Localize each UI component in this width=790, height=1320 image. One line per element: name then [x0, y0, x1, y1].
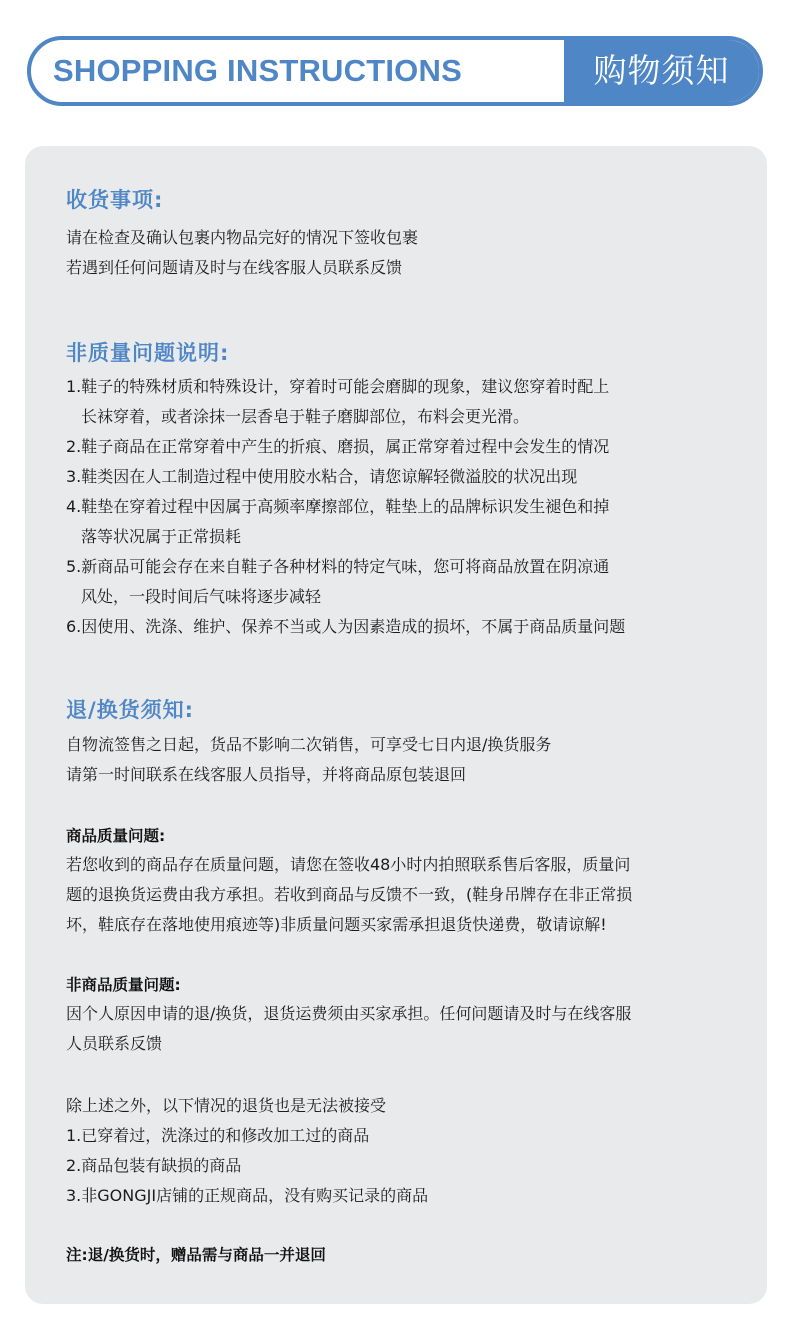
header-title-en: SHOPPING INSTRUCTIONS: [53, 53, 462, 88]
header-banner: [27, 36, 763, 106]
quality-issue-line: 若您收到的商品存在质量问题，请您在签收48小时内拍照联系售后客服，质量问: [66, 855, 631, 874]
non-quality-issue-line: 人员联系反馈: [66, 1034, 163, 1053]
exceptions-line: 3.非GONGJI店铺的正规商品，没有购买记录的商品: [66, 1186, 429, 1205]
non-quality-line: 长袜穿着，或者涂抹一层香皂于鞋子磨脚部位，布料会更光滑。: [81, 407, 530, 426]
quality-issue-heading: 商品质量问题:: [66, 827, 166, 845]
exceptions-line: 1.已穿着过，洗涤过的和修改加工过的商品: [66, 1126, 370, 1145]
returns-note: 注:退/换货时，赠品需与商品一并退回: [66, 1246, 326, 1264]
non-quality-line: 3.鞋类因在人工制造过程中使用胶水粘合，请您谅解轻微溢胶的状况出现: [66, 467, 578, 486]
returns-line: 自物流签售之日起，货品不影响二次销售，可享受七日内退/换货服务: [66, 735, 552, 754]
receiving-line: 请在检查及确认包裹内物品完好的情况下签收包裹: [66, 228, 419, 247]
non-quality-line: 6.因使用、洗涤、维护、保养不当或人为因素造成的损坏，不属于商品质量问题: [66, 617, 626, 636]
section-title-returns: 退/换货须知:: [66, 698, 195, 722]
non-quality-line: 4.鞋垫在穿着过程中因属于高频率摩擦部位，鞋垫上的品牌标识发生褪色和掉: [66, 497, 610, 516]
non-quality-line: 风处，一段时间后气味将逐步减轻: [81, 587, 322, 606]
non-quality-line: 2.鞋子商品在正常穿着中产生的折痕、磨损，属正常穿着过程中会发生的情况: [66, 437, 610, 456]
section-title-receiving: 收货事项:: [66, 188, 164, 212]
exceptions-line: 除上述之外，以下情况的退货也是无法被接受: [66, 1096, 387, 1115]
returns-line: 请第一时间联系在线客服人员指导，并将商品原包装退回: [66, 765, 467, 784]
non-quality-line: 5.新商品可能会存在来自鞋子各种材料的特定气味，您可将商品放置在阴凉通: [66, 557, 610, 576]
exceptions-line: 2.商品包装有缺损的商品: [66, 1156, 242, 1175]
quality-issue-line: 坏，鞋底存在落地使用痕迹等)非质量问题买家需承担退货快递费，敬请谅解!: [66, 915, 607, 934]
non-quality-line: 落等状况属于正常损耗: [81, 527, 242, 546]
non-quality-issue-line: 因个人原因申请的退/换货，退货运费须由买家承担。任何问题请及时与在线客服: [66, 1004, 632, 1023]
non-quality-issue-heading: 非商品质量问题:: [66, 976, 181, 994]
header-title-cn: 购物须知: [564, 40, 759, 102]
non-quality-line: 1.鞋子的特殊材质和特殊设计，穿着时可能会磨脚的现象，建议您穿着时配上: [66, 377, 610, 396]
quality-issue-line: 题的退换货运费由我方承担。若收到商品与反馈不一致，(鞋身吊牌存在非正常损: [66, 885, 633, 904]
section-title-non-quality: 非质量问题说明:: [66, 341, 230, 365]
receiving-line: 若遇到任何问题请及时与在线客服人员联系反馈: [66, 258, 403, 277]
